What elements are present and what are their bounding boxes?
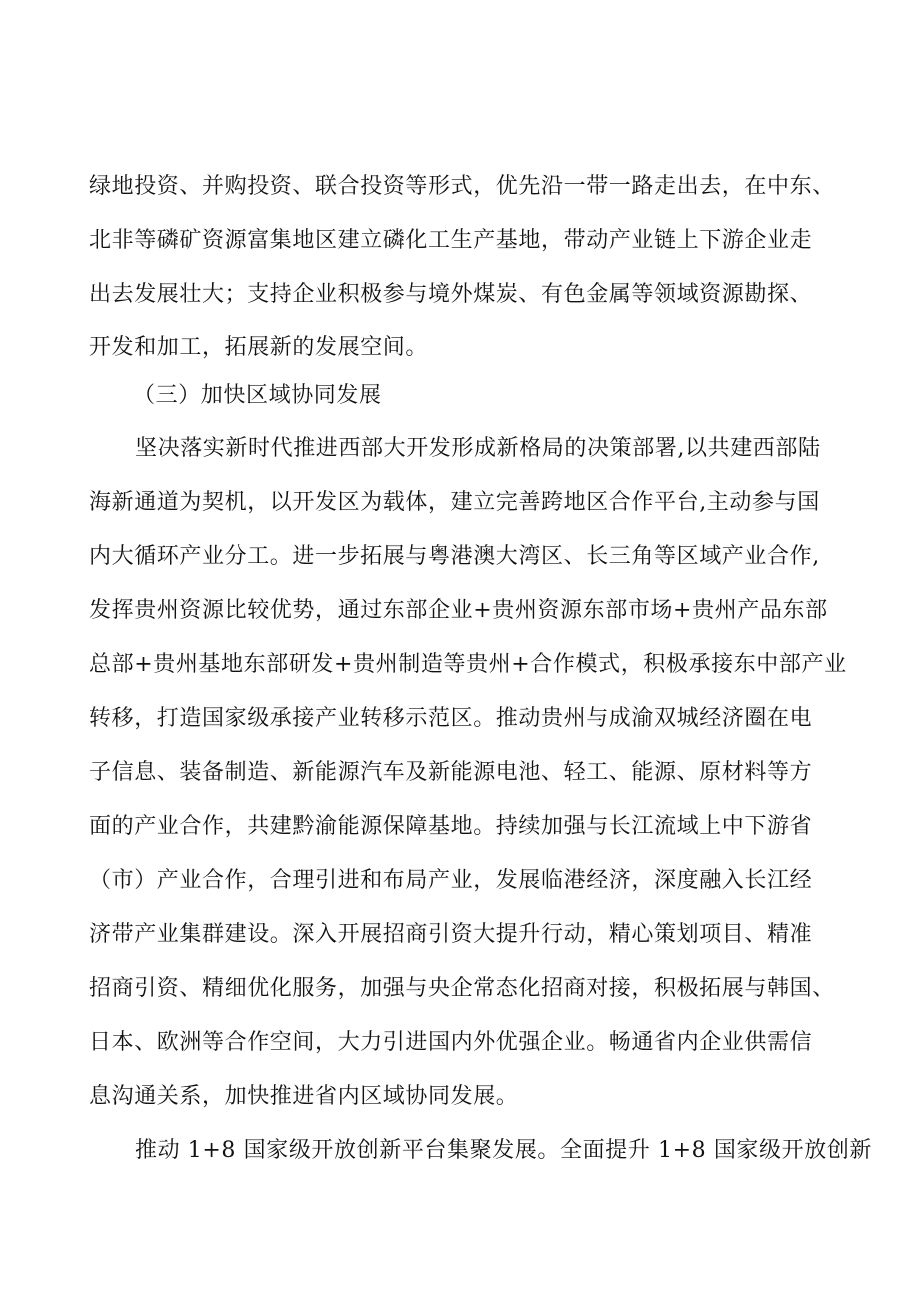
paragraph-2-line-5: 总部+贵州基地东部研发+贵州制造等贵州+合作模式，积极承接东中部产业	[89, 652, 847, 677]
paragraph-2-line-13: 息沟通关系，加快推进省内区域协同发展。	[89, 1084, 519, 1109]
paragraph-2-line-2: 海新通道为契机，以开发区为载体，建立完善跨地区合作平台,主动参与国	[89, 490, 820, 515]
paragraph-2-line-8: 面的产业合作，共建黔渝能源保障基地。持续加强与长江流域上中下游省	[89, 814, 813, 839]
paragraph-1-line-1: 绿地投资、并购投资、联合投资等形式，优先沿一带一路走出去，在中东、	[89, 174, 835, 199]
paragraph-2-line-12: 日本、欧洲等合作空间，大力引进国内外优强企业。畅通省内企业供需信	[89, 1030, 813, 1055]
paragraph-2-line-1: 坚决落实新时代推进西部大开发形成新格局的决策部署,以共建西部陆	[135, 436, 821, 461]
paragraph-2-line-6: 转移，打造国家级承接产业转移示范区。推动贵州与成渝双城经济圈在电	[89, 706, 813, 731]
paragraph-2-line-3: 内大循环产业分工。进一步拓展与粤港澳大湾区、长三角等区域产业合作,	[89, 544, 820, 569]
paragraph-2-line-9: （市）产业合作，合理引进和布局产业，发展临港经济，深度融入长江经	[89, 868, 813, 893]
paragraph-1-line-3: 出去发展壮大；支持企业积极参与境外煤炭、有色金属等领域资源勘探、	[89, 282, 813, 307]
section-heading: （三）加快区域协同发展	[133, 383, 382, 408]
paragraph-1-line-4: 开发和加工，拓展新的发展空间。	[89, 335, 429, 360]
paragraph-2-line-4: 发挥贵州资源比较优势，通过东部企业+贵州资源东部市场+贵州产品东部	[89, 598, 828, 623]
paragraph-1-line-2: 北非等磷矿资源富集地区建立磷化工生产基地，带动产业链上下游企业走	[89, 228, 813, 253]
paragraph-2-line-11: 招商引资、精细优化服务，加强与央企常态化招商对接，积极拓展与韩国、	[89, 976, 835, 1001]
paragraph-2-line-7: 子信息、装备制造、新能源汽车及新能源电池、轻工、能源、原材料等方	[89, 760, 813, 785]
paragraph-3-line-1: 推动 1+8 国家级开放创新平台集聚发展。全面提升 1+8 国家级开放创新	[135, 1138, 873, 1163]
paragraph-2-line-10: 济带产业集群建设。深入开展招商引资大提升行动，精心策划项目、精准	[89, 922, 813, 947]
